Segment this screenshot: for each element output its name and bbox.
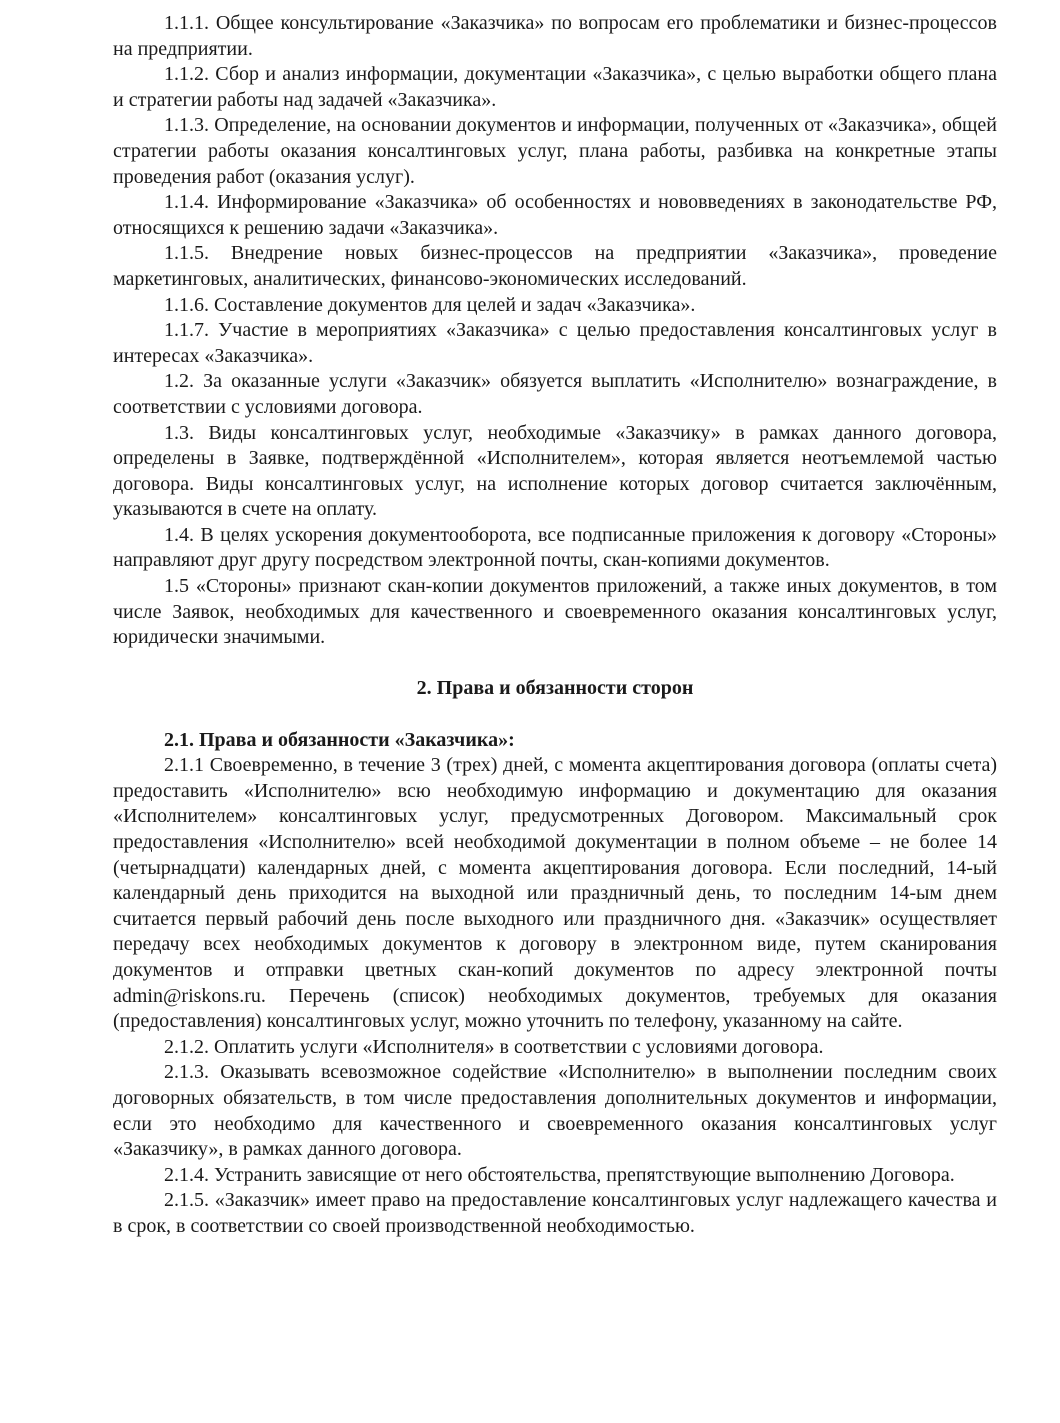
clause-1-3: 1.3. Виды консалтинговых услуг, необходимые «Заказчику» в рамках данного договора, определены в Заявке, подтверждённой «Исполнителем», которая является неотъемлемой частью договора. Виды консалтинговых услуг, на исполнение которых договор считается заключённым, указываются в счете на оплату. <box>113 421 997 521</box>
clause-1-1-2: 1.1.2. Сбор и анализ информации, документации «Заказчика», с целью выработки общего плана и стратегии работы над задачей «Заказчика». <box>113 63 997 111</box>
clause-1-5: 1.5 «Стороны» признают скан-копии документов приложений, а также иных документов, в том числе Заявок, необходимых для качественного и своевременного оказания консалтинговых услуг, юридически значимыми. <box>113 575 997 649</box>
clause-1-1-6: 1.1.6. Составление документов для целей и задач «Заказчика». <box>164 293 696 316</box>
clause-1-1-4: 1.1.4. Информирование «Заказчика» об особенностях и нововведениях в законодательстве РФ, относящихся к решению задачи «Заказчика». <box>113 191 997 239</box>
clause-1-1-3: 1.1.3. Определение, на основании документов и информации, полученных от «Заказчика», общей стратегии работы оказания консалтинговых услуг, плана работы, разбивка на конкретные этапы проведения работ (оказания услуг). <box>113 114 997 188</box>
clause-2-1-5: 2.1.5. «Заказчик» имеет право на предоставление консалтинговых услуг надлежащего качества и в срок, в соответствии со своей производственной необходимостью. <box>113 1189 997 1237</box>
clause-1-1-7: 1.1.7. Участие в мероприятиях «Заказчика» с целью предоставления консалтинговых услуг в интересах «Заказчика». <box>113 319 997 367</box>
clause-1-1-5: 1.1.5. Внедрение новых бизнес-процессов на предприятии «Заказчика», проведение маркетинговых, аналитических, финансово-экономических исследований. <box>113 242 997 290</box>
subsection-heading: 2.1. Права и обязанности «Заказчика»: <box>164 728 515 751</box>
clause-2-1-2: 2.1.2. Оплатить услуги «Исполнителя» в соответствии с условиями договора. <box>164 1035 824 1058</box>
document-page <box>113 11 997 1240</box>
section-heading: 2. Права и обязанности сторон <box>416 677 694 700</box>
spacer <box>113 651 997 677</box>
clause-2-1-3: 2.1.3. Оказывать всевозможное содействие «Исполнителю» в выполнении последним своих договорных обязательств, в том числе предоставления дополнительных документов и информации, если это необходимо для качественного и своевременного оказания консалтинговых услуг «Заказчику», в рамках данного договора. <box>113 1061 997 1161</box>
clause-1-4: 1.4. В целях ускорения документооборота, все подписанные приложения к договору «Стороны» направляют друг другу посредством электронной почты, скан-копиями документов. <box>113 523 997 572</box>
spacer <box>113 702 997 728</box>
clause-2-1-1: 2.1.1 Своевременно, в течение 3 (трех) дней, с момента акцептирования договора (оплаты счета) предоставить «Исполнителю» всю необходимую информацию и документацию для оказания «Исполнителем» консалтинговых услуг, предусмотренных Договором. Максимальный срок предоставления «Исполнителю» всей необходимой документации в полном объеме – не более 14 (четырнадцати) календарных дней, с момента акцептирования договора. Если последний, 14-ый календарный день приходится на выходной или праздничный день, то последним 14-ым днем считается первый рабочий день после выходного или праздничного дня. «Заказчик» осуществляет передачу всех необходимых документов к договору в электронном виде, путем сканирования документов и отправки цветных скан-копий документов по адресу электронной почты admin@riskons.ru. Перечень (список) необходимых документов, требуемых для оказания (предоставления) консалтинговых услуг, можно уточнить по телефону, указанному на сайте. <box>113 754 997 1033</box>
clause-1-1-1: 1.1.1. Общее консультирование «Заказчика» по вопросам его проблематики и бизнес-процессов на предприятии. <box>113 12 997 60</box>
clause-1-2: 1.2. За оказанные услуги «Заказчик» обязуется выплатить «Исполнителю» вознаграждение, в соответствии с условиями договора. <box>113 370 997 418</box>
clause-2-1-4: 2.1.4. Устранить зависящие от него обстоятельства, препятствующие выполнению Договора. <box>164 1163 955 1186</box>
